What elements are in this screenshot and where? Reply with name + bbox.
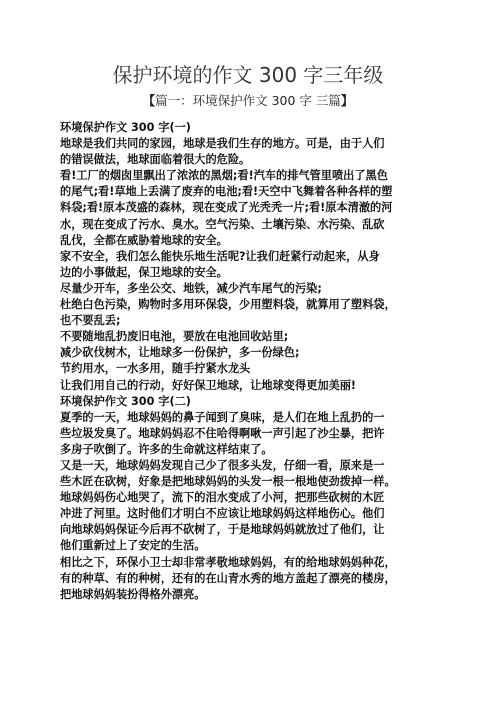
body-line: 杜绝白色污染，购物时多用环保袋，少用塑料袋，就算用了塑料袋， [60,298,396,312]
body-line: 料袋;看!原本茂盛的森林，现在变成了光秃秃一片;看!原本清澈的河 [60,201,393,215]
body-line: 的错误做法，地球面临着很大的危险。 [60,153,251,167]
body-line: 节约用水，一水多用，随手拧紧水龙头 [60,362,251,376]
body-line: 水，现在变成了污水、臭水。空气污染、土壤污染、水污染、乱砍 [60,217,385,231]
body-line: 让我们用自己的行动，好好保卫地球，让地球变得更加美丽! [60,378,356,392]
body-line: 地球妈妈伤心地哭了，流下的泪水变成了小河，把那些砍树的木匠 [60,491,385,505]
document-title: 保护环境的作文 300 字三年级 [112,63,384,87]
body-line: 夏季的一天，地球妈妈的鼻子闻到了臭味，是人们在地上乱扔的一 [60,410,385,424]
body-line: 环境保护作文 300 字(一) [60,121,191,134]
body-line: 把地球妈妈装扮得格外漂亮。 [60,587,206,601]
body-line: 向地球妈妈保证今后再不砍树了，于是地球妈妈就放过了他们，让 [60,523,385,537]
body-line: 环境保护作文 300 字(二) [60,394,191,408]
body-line: 些垃圾发臭了。地球妈妈忍不住哈得啊啾一声引起了沙尘暴，把许 [60,426,385,440]
body-line: 他们重新过上了安定的生活。 [60,539,206,553]
body-line: 有的种草、有的种树，还有的在山青水秀的地方盖起了漂亮的楼房， [60,571,396,585]
body-line: 又是一天，地球妈妈发现自己少了很多头发，仔细一看，原来是一 [60,458,385,472]
body-line: 乱伐，全都在威胁着地球的安全。 [60,233,228,247]
body-line: 减少砍伐树木，让地球多一份保护，多一份绿色; [60,346,300,360]
body-line: 冲进了河里。这时他们才明白不应该让地球妈妈这样地伤心。他们 [60,507,385,521]
body-line: 的尾气;看!草地上丢满了废弃的电池;看!天空中飞舞着各种各样的塑 [60,185,393,199]
body-line: 边的小事做起，保卫地球的安全。 [60,265,228,279]
body-line: 相比之下，环保小卫士却非常孝敬地球妈妈，有的给地球妈妈种花， [60,555,396,569]
body-line: 多房子吹倒了。许多的生命就这样结束了。 [60,442,273,456]
body-line: 不要随地乱扔废旧电池，要放在电池回收站里; [60,330,289,344]
body-line: 也不要乱丢; [60,314,121,328]
subtitle-close-bracket: 】 [340,93,354,108]
body-line: 家不安全，我们怎么能快乐地生活呢?让我们赶紧行动起来，从身 [60,249,380,263]
body-line: 些木匠在砍树，好象是把地球妈妈的头发一根一根地使劲拨掉一样。 [60,475,396,489]
body-line: 尽量少开车，多坐公交、地铁，减少汽车尾气的污染; [60,281,322,295]
subtitle-text: 篇一：环境保护作文 300 字 三篇 [155,93,341,108]
document-body [60,120,440,603]
subtitle-open-bracket: 【 [142,93,156,108]
document-subtitle [0,92,496,110]
body-line: 看!工厂的烟囱里飘出了浓浓的黑烟;看!汽车的排气管里喷出了黑色 [60,169,388,183]
body-line: 地球是我们共同的家园，地球是我们生存的地方。可是，由于人们 [60,137,385,151]
